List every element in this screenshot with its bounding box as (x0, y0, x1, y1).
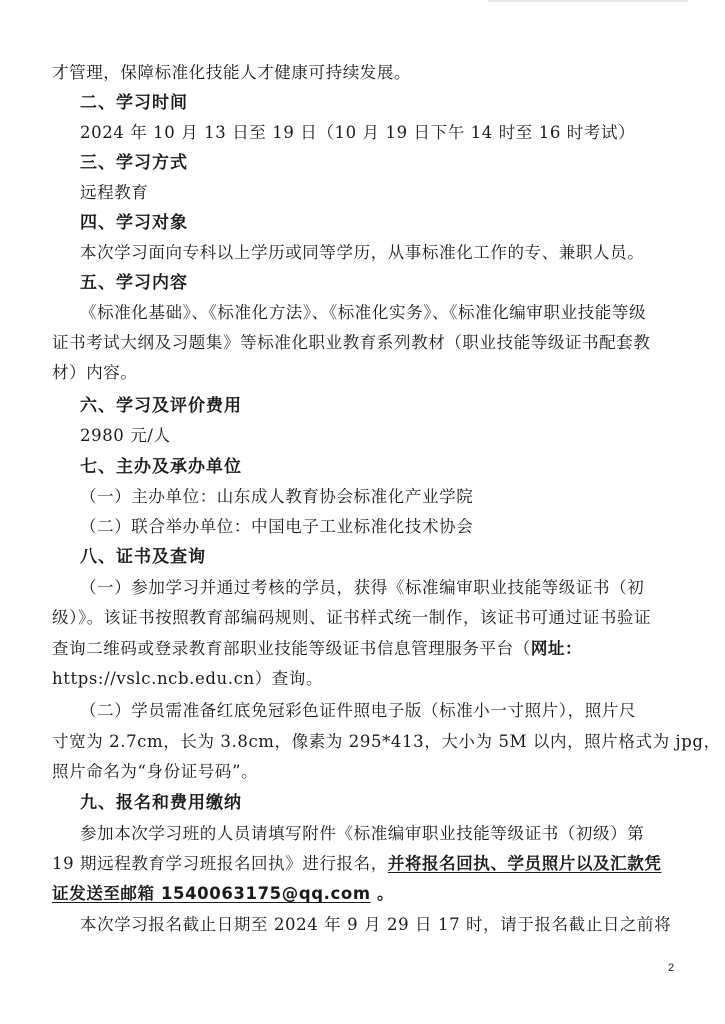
page-number: 2 (668, 962, 675, 974)
deadline-text: 本次学习报名截止日期至 2024 年 9 月 29 日 17 时，请于报名截止日之前将 (80, 915, 672, 934)
content-line-1: 《标准化基础》、《标准化方法》、《标准化实务》、《标准化编审职业技能等级 (80, 303, 647, 322)
website-label: 网址： (530, 639, 583, 658)
certificate-line-2: 级）》。该证书按照教育部编码规则、证书样式统一制作，该证书可通过证书验证 (52, 608, 652, 627)
section-heading-time: 二、学习时间 (80, 93, 188, 113)
organizer-line-2: （二）联合举办单位：中国电子工业标准化技术协会 (80, 517, 474, 536)
certificate-website-link[interactable]: https://vslc.ncb.edu.cn）查询。 (52, 669, 324, 688)
section-heading-content: 五、学习内容 (80, 273, 188, 293)
section-heading-certificate: 八、证书及查询 (80, 547, 206, 567)
study-method-text: 远程教育 (80, 183, 149, 202)
certificate-line-3 (52, 638, 582, 660)
photo-line-2: 寸宽为 2.7cm，长为 3.8cm，像素为 295*413，大小为 5M 以内，照片格式为 jpg， (52, 732, 721, 751)
certificate-line-3-text: 查询二维码或登录教育部职业技能等级证书信息管理服务平台（ (52, 639, 531, 658)
section-heading-organizers: 七、主办及承办单位 (80, 457, 242, 477)
registration-instruction-emphasis: 并将报名回执、学员照片以及汇款凭 (387, 854, 662, 873)
registration-line-2 (52, 853, 661, 875)
photo-line-1: （二）学员需准备红底免冠彩色证件照电子版（标准小一寸照片），照片尺 (80, 701, 637, 720)
fee-text: 2980 元/人 (80, 426, 171, 445)
registration-email[interactable]: 证发送至邮箱 1540063175@qq.com (52, 884, 371, 903)
study-target-text: 本次学习面向专科以上学历或同等学历，从事标准化工作的专、兼职人员。 (80, 243, 645, 262)
organizer-line-1: （一）主办单位：山东成人教育协会标准化产业学院 (80, 487, 474, 506)
section-heading-fee: 六、学习及评价费用 (80, 396, 242, 416)
intro-tail-text: 才管理，保障标准化技能人才健康可持续发展。 (52, 63, 412, 82)
registration-line-3 (52, 883, 394, 905)
scan-edge-mark (488, 0, 688, 2)
content-line-3: 材）内容。 (52, 363, 138, 382)
content-line-2: 证书考试大纲及习题集》等标准化职业教育系列教材（职业技能等级证书配套教 (52, 333, 651, 352)
registration-line-3-end: 。 (370, 884, 395, 903)
section-heading-method: 三、学习方式 (80, 153, 188, 173)
certificate-line-1: （一）参加学习并通过考核的学员，获得《标准编审职业技能等级证书（初 (80, 578, 645, 597)
section-heading-registration: 九、报名和费用缴纳 (80, 793, 242, 813)
section-heading-target: 四、学习对象 (80, 213, 188, 233)
registration-line-2-text: 19 期远程教育学习班报名回执》进行报名， (52, 854, 388, 873)
photo-line-3: 照片命名为“身份证号码”。 (52, 762, 259, 781)
study-time-text: 2024 年 10 月 13 日至 19 日（10 月 19 日下午 14 时至 16 时考试） (80, 123, 636, 142)
registration-line-1: 参加本次学习班的人员请填写附件《标准编审职业技能等级证书（初级）第 (80, 824, 645, 843)
